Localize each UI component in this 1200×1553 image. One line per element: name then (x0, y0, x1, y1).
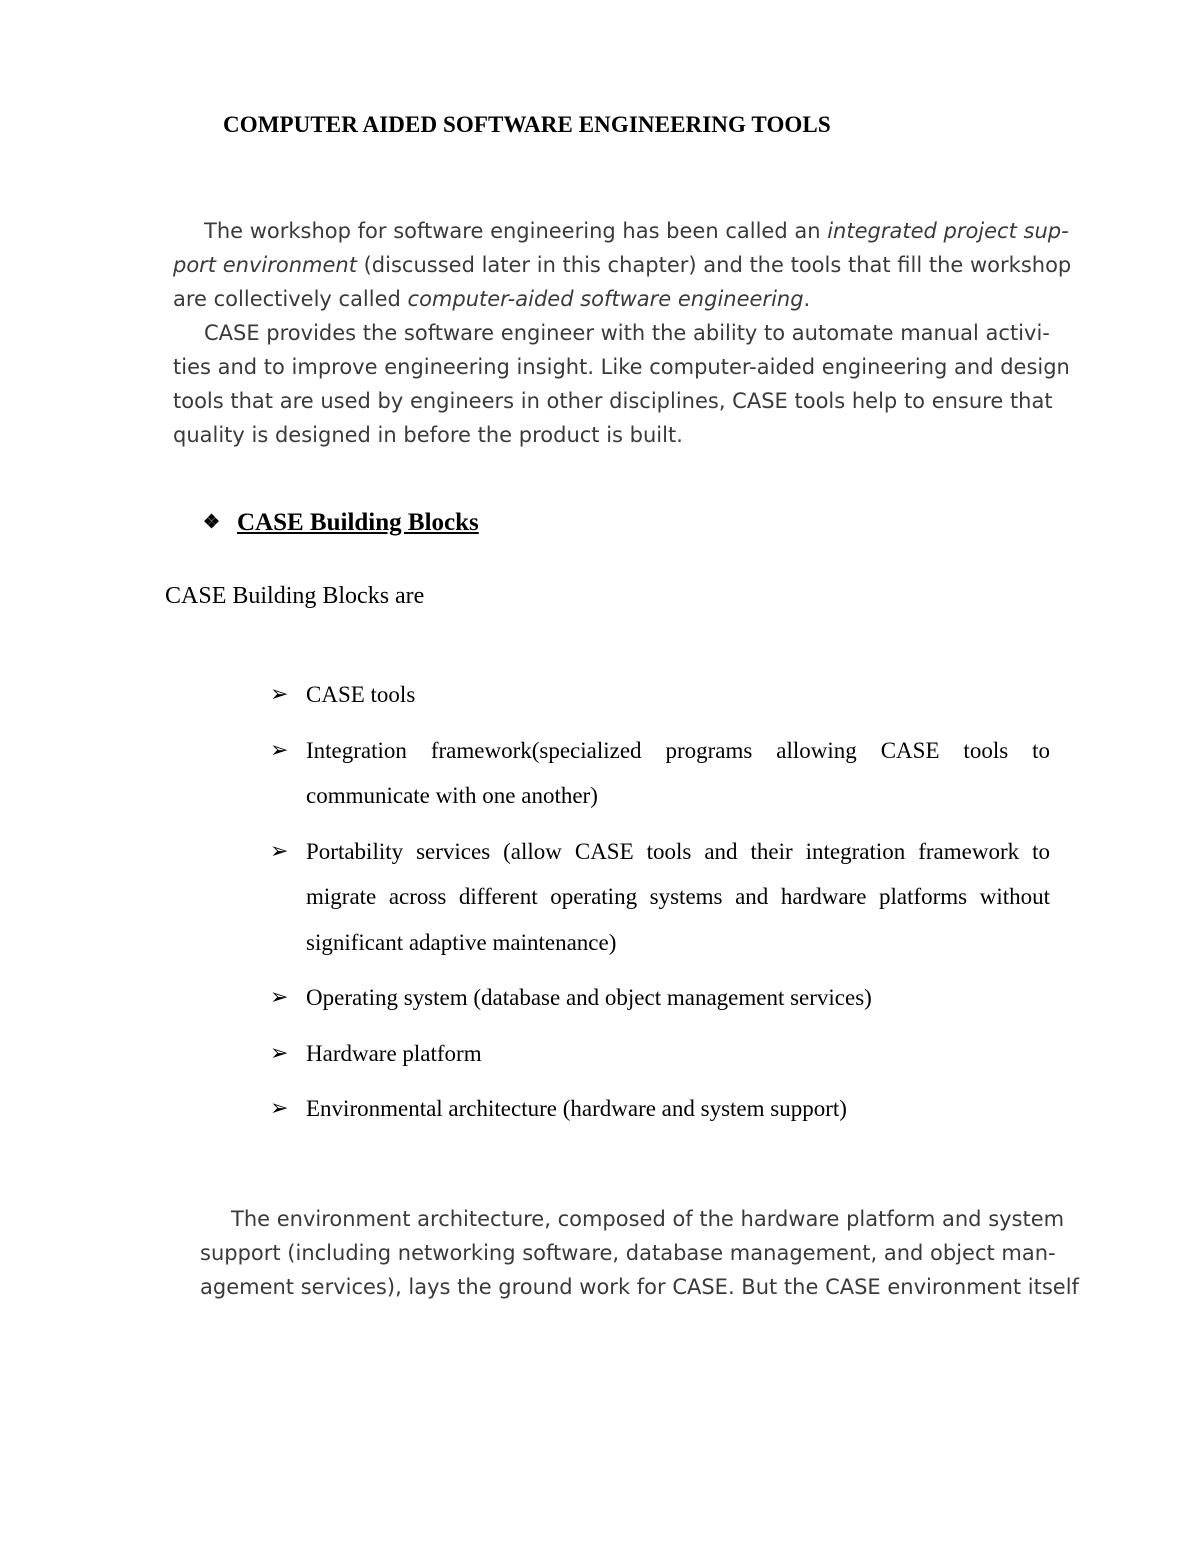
arrow-bullet-icon: ➢ (270, 1040, 289, 1066)
list-item: ➢ Portability services (allow CASE tools and their integration framework to migrate across different operating systems and hardware platforms without significant adaptive maintenance) (270, 829, 1050, 966)
arrow-bullet-icon: ➢ (270, 682, 289, 707)
excerpt-line: CASE provides the software engineer with the ability to automate manual activi- (204, 321, 1050, 345)
arrow-bullet-icon: ➢ (270, 985, 289, 1010)
arrow-bullet-icon: ➢ (270, 737, 289, 763)
excerpt-line: The environment architecture, composed of the hardware platform and system (231, 1207, 1065, 1231)
excerpt-line: ties and to improve engineering insight. Like computer-aided engineering and design (173, 355, 1070, 379)
diamond-bullet-icon: ❖ (203, 512, 221, 533)
list-item: ➢ Environmental architecture (hardware and system support) (270, 1086, 1050, 1132)
excerpt-line: tools that are used by engineers in other disciplines, CASE tools help to ensure that (173, 389, 1053, 413)
section-heading (203, 509, 479, 537)
section-intro: CASE Building Blocks are (165, 583, 425, 609)
page-title: COMPUTER AIDED SOFTWARE ENGINEERING TOOLS (223, 112, 831, 137)
section-heading-text: CASE Building Blocks (237, 509, 479, 536)
arrow-bullet-icon: ➢ (270, 838, 289, 864)
excerpt-line: quality is designed in before the product is built. (173, 423, 683, 447)
excerpt-line: agement services), lays the ground work for CASE. But the CASE environment itself (200, 1275, 1079, 1299)
building-blocks-list (270, 672, 1050, 1142)
excerpt-line: support (including networking software, database management, and object man- (200, 1241, 1056, 1265)
list-item: ➢ CASE tools (270, 672, 1050, 718)
list-item: ➢ Hardware platform (270, 1031, 1050, 1077)
textbook-excerpt-1 (173, 214, 1072, 452)
arrow-bullet-icon: ➢ (270, 1096, 289, 1121)
excerpt-line: The workshop for software engineering has been called an integrated project sup- (204, 219, 1069, 243)
list-item: ➢ Integration framework(specialized programs allowing CASE tools to communicate with one another) (270, 728, 1050, 819)
textbook-excerpt-2 (200, 1202, 1079, 1304)
list-item: ➢ Operating system (database and object management services) (270, 975, 1050, 1021)
excerpt-line: are collectively called computer-aided software engineering. (173, 287, 811, 311)
excerpt-line: port environment (discussed later in this chapter) and the tools that fill the workshop (173, 253, 1072, 277)
